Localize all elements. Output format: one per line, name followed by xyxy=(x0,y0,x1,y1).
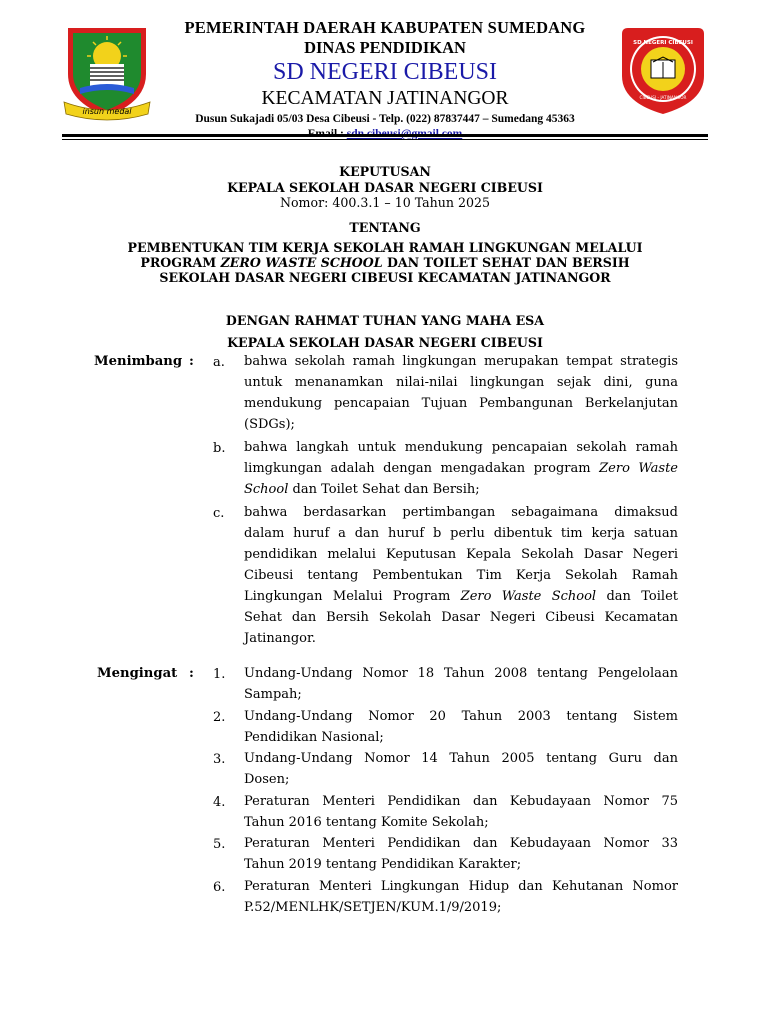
mengingat-item-2: Undang-Undang Nomor 20 Tahun 2003 tentang Sistem Pendidikan Nasional; xyxy=(244,709,678,745)
emblem-motto: insun medal xyxy=(82,107,132,116)
sumedang-regency-emblem xyxy=(62,22,152,122)
district-name: KECAMATAN JATINANGOR xyxy=(261,88,509,109)
menimbang-item-b: bahwa langkah untuk mendukung pencapaian sekolah ramah limgkungan adalah dengan mengadakan program Zero Waste School dan Toilet Sehat dan Bersih; xyxy=(244,440,678,497)
mengingat-item-3: Undang-Undang Nomor 14 Tahun 2005 tentang Guru dan Dosen; xyxy=(244,751,678,787)
school-name: SD NEGERI CIBEUSI xyxy=(272,59,497,85)
mengingat-item-6: Peraturan Menteri Lingkungan Hidup dan Kehutanan Nomor P.52/MENLHK/SETJEN/KUM.1/9/2019; xyxy=(244,879,678,915)
letterhead-rule-thin xyxy=(62,139,708,140)
menimbang-marker-c: c. xyxy=(213,506,225,521)
mengingat-marker-3: 3. xyxy=(213,752,226,767)
mengingat-marker-1: 1. xyxy=(213,667,226,682)
decree-heading: KEPUTUSAN xyxy=(339,164,431,179)
mengingat-marker-4: 4. xyxy=(213,795,226,810)
menimbang-item-a: bahwa sekolah ramah lingkungan merupakan tempat strategis untuk menanamkan nilai-nilai lingkungan sejak dini, guna mendukung pencapaian Tujuan Pembangunan Berkelanjutan (SDGs); xyxy=(244,354,678,432)
tentang-heading: TENTANG xyxy=(349,220,421,235)
letterhead xyxy=(0,0,768,150)
authority-line: KEPALA SEKOLAH DASAR NEGERI CIBEUSI xyxy=(227,335,543,350)
mengingat-item-4: Peraturan Menteri Pendidikan dan Kebudayaan Nomor 75 Tahun 2016 tentang Komite Sekolah; xyxy=(244,794,678,830)
menimbang-marker-a: a. xyxy=(213,355,225,370)
mengingat-marker-2: 2. xyxy=(213,710,226,725)
mengingat-marker-6: 6. xyxy=(213,880,226,895)
subject-line-2: PROGRAM ZERO WASTE SCHOOL DAN TOILET SEHAT DAN BERSIH xyxy=(140,255,630,270)
school-logo-subtext: CIBEUSI - JATINANGOR xyxy=(639,95,687,100)
decree-issuer: KEPALA SEKOLAH DASAR NEGERI CIBEUSI xyxy=(227,180,543,195)
mengingat-colon: : xyxy=(189,666,194,681)
government-name: PEMERINTAH DAERAH KABUPATEN SUMEDANG xyxy=(184,18,586,37)
agency-name: DINAS PENDIDIKAN xyxy=(304,38,466,57)
menimbang-label: Menimbang xyxy=(94,354,183,369)
mengingat-label: Mengingat xyxy=(97,666,178,681)
menimbang-colon: : xyxy=(189,354,194,369)
school-logo-text: SD NEGERI CIBEUSI xyxy=(633,40,693,46)
mengingat-item-1: Undang-Undang Nomor 18 Tahun 2008 tentang Pengelolaan Sampah; xyxy=(244,666,678,702)
blessing-line: DENGAN RAHMAT TUHAN YANG MAHA ESA xyxy=(225,313,545,328)
school-address: Dusun Sukajadi 05/03 Desa Cibeusi - Telp. (022) 87837447 – Sumedang 45363 xyxy=(195,113,575,125)
subject-line-3: SEKOLAH DASAR NEGERI CIBEUSI KECAMATAN JATINANGOR xyxy=(159,270,611,285)
school-logo xyxy=(620,24,706,116)
mengingat-marker-5: 5. xyxy=(213,837,226,852)
subject-line-1: PEMBENTUKAN TIM KERJA SEKOLAH RAMAH LINGKUNGAN MELALUI xyxy=(127,240,643,255)
menimbang-marker-b: b. xyxy=(213,441,226,456)
decree-number: Nomor: 400.3.1 – 10 Tahun 2025 xyxy=(279,195,491,210)
letterhead-rule-thick xyxy=(62,134,708,137)
menimbang-item-c: bahwa berdasarkan pertimbangan sebagaimana dimaksud dalam huruf a dan huruf b perlu dibentuk tim kerja satuan pendidikan melalui Keputusan Kepala Sekolah Dasar Negeri Cibeusi tentang Pembentukan Tim Kerja Sekolah Ramah Lingkungan Melalui Program Zero Waste School dan Toilet Sehat dan Bersih Sekolah Dasar Negeri Cibeusi Kecamatan Jatinangor. xyxy=(244,505,678,646)
mengingat-item-5: Peraturan Menteri Pendidikan dan Kebudayaan Nomor 33 Tahun 2019 tentang Pendidikan Karakter; xyxy=(244,836,678,872)
letterhead-text xyxy=(165,18,605,141)
